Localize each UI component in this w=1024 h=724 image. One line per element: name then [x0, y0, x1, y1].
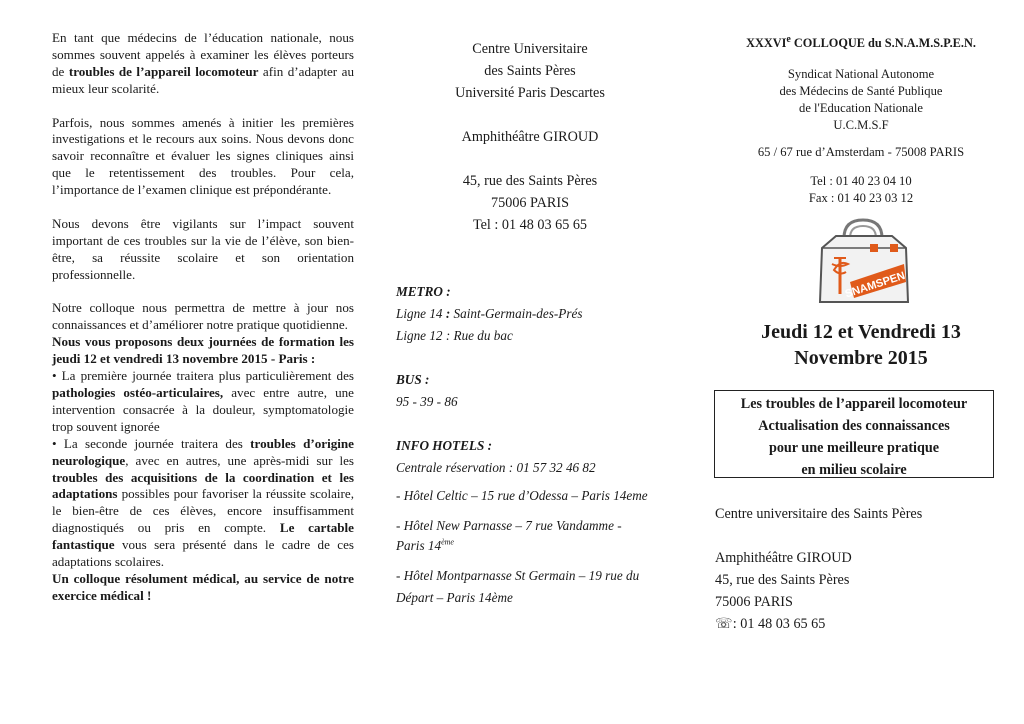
phone-icon: ☏: [715, 616, 733, 632]
amphitheatre-name: Amphithéâtre GIROUD: [461, 129, 599, 145]
day2-bullet: • La seconde journée traitera des troubles d’origine neurologique, avec en autres, une après-midi sur les troubles des acquisitions de la coordination et les adaptations possibles pour favoriser la réussite scolaire, le bien-être de ces élèves, encore insuffisamment diagnostiqués ou pris en compte. Le cartable fantastique vous sera présenté dans le cadre de ces adaptations scolaires.: [52, 435, 354, 570]
snamspen-bag-logo: [810, 210, 916, 312]
vigilance-paragraph: Nous devons être vigilants sur l’impact souvent important de ces troubles sur la vie de l’élève, son bien-être, sa réussite scolaire et son orientation professionnelle.: [52, 215, 354, 282]
hotels-heading: INFO HOTELS :: [396, 438, 492, 453]
venue-city: 75006 PARIS: [715, 594, 793, 610]
day1-bullet: • La première journée traitera plus particulièrement des pathologies ostéo-articulaires, avec entre autre, une intervention consacrée à la douleur, symptomatologie trop souvent ignorée: [52, 368, 354, 434]
theme-box: Les troubles de l’appareil locomoteur Actualisation des connaissances pour une meilleure pratique en milieu scolaire: [714, 390, 994, 478]
hotel-new-parnasse-city: Paris 14ème: [396, 537, 454, 553]
hotel-celtic: - Hôtel Celtic – 15 rue d’Odessa – Paris 14eme: [396, 488, 648, 503]
venue-street: 45, rue des Saints Pères: [715, 572, 850, 588]
closing-statement: Un colloque résolument médical, au service de notre exercice médical !: [52, 570, 354, 603]
proposal-paragraph: Nous vous proposons deux journées de formation les jeudi 12 et vendredi 13 novembre 2015 - Paris :: [52, 334, 354, 367]
metro-heading: METRO :: [396, 284, 451, 299]
metro-line-12: Ligne 12 : Rue du bac: [396, 328, 513, 343]
hotel-montparnasse: - Hôtel Montparnasse St Germain – 19 rue du: [396, 568, 640, 583]
venue-address: 45, rue des Saints Pères 75006 PARIS Tel : 01 48 03 65 65: [462, 173, 598, 233]
syndicate-contact: Tel : 01 40 23 04 10 Fax : 01 40 23 03 12: [808, 174, 914, 205]
metro-line-14: Ligne 14 : Saint-Germain-des-Prés: [396, 306, 583, 321]
colloque-paragraph: Notre colloque nous permettra de mettre à jour nos connaissances et d’améliorer notre pratique quotidienne.: [52, 300, 354, 333]
central-reservation: Centrale réservation : 01 57 32 46 82: [396, 460, 596, 475]
hotel-montparnasse-city: Départ – Paris 14ème: [396, 590, 513, 605]
venue-phone: ☏: 01 48 03 65 65: [715, 616, 826, 632]
intro-paragraph: En tant que médecins de l’éducation nationale, nous sommes souvent appelés à examiner les élèves porteurs de troubles de l’appareil locomoteur afin d’adapter au mieux leur scolarité.: [52, 30, 354, 96]
syndicate-name: Syndicat National Autonome des Médecins de Santé Publique de l'Education Nationale U.C.M.S.F: [779, 67, 943, 132]
syndicate-address: 65 / 67 rue d’Amsterdam - 75008 PARIS: [757, 145, 965, 159]
colloque-title: XXXVIe COLLOQUE du S.N.A.M.S.P.E.N.: [746, 33, 976, 50]
venue-name: Centre universitaire des Saints Pères: [715, 506, 923, 522]
venue-amphitheatre: Amphithéâtre GIROUD: [715, 550, 852, 566]
bus-lines: 95 - 39 - 86: [396, 394, 458, 409]
logo-text: SNAMSPEN: [843, 269, 907, 301]
bus-heading: BUS :: [396, 372, 430, 387]
event-dates: Jeudi 12 et Vendredi 13 Novembre 2015: [761, 321, 961, 369]
venue-block: Centre Universitaire des Saints Pères Université Paris Descartes: [455, 41, 605, 101]
left-column: [52, 30, 354, 605]
investigation-paragraph: Parfois, nous sommes amenés à initier les premières investigations et le recours aux soins. Nous devons donc savoir reconnaître et évaluer les signes cliniques ainsi que le retentissement des troubles. Pour cela, l’importance de l’examen clinique est prépondérante.: [52, 114, 354, 198]
hotel-new-parnasse: - Hôtel New Parnasse – 7 rue Vandamme -: [396, 518, 622, 533]
